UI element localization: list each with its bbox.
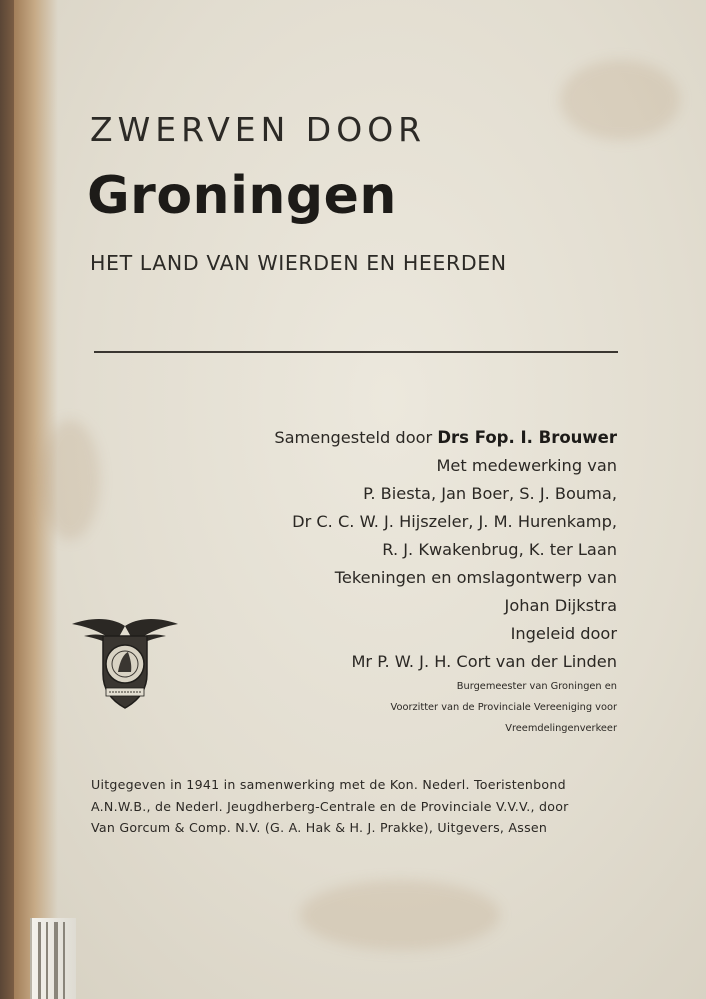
- imprint-line: Van Gorcum & Comp. N.V. (G. A. Hak & H. J. Prakke), Uitgevers, Assen: [91, 820, 548, 835]
- credit-line: R. J. Kwakenbrug, K. ter Laan: [382, 540, 617, 559]
- spine-edge: [0, 0, 14, 999]
- credit-line: P. Biesta, Jan Boer, S. J. Bouma,: [363, 484, 617, 503]
- credit-line: Ingeleid door: [510, 624, 617, 643]
- paper-stain: [40, 420, 100, 540]
- credit-line: Johan Dijkstra: [504, 596, 617, 615]
- credit-line: Tekeningen en omslagontwerp van: [334, 568, 617, 587]
- library-barcode-label: [30, 918, 76, 999]
- imprint-line: A.N.W.B., de Nederl. Jeugdherberg-Centrale en de Provinciale V.V.V., door: [91, 798, 569, 814]
- credit-small-line: Vreemdelingenverkeer: [505, 723, 617, 734]
- compiled-prefix: Samengesteld door: [274, 428, 433, 447]
- credit-small-line: Voorzitter van de Provinciale Vereeniging voor: [390, 702, 617, 713]
- credit-small-line: Burgemeester van Groningen en: [456, 681, 617, 692]
- compiled-author: Drs Fop. I. Brouwer: [437, 428, 617, 447]
- credit-line: Dr C. C. W. J. Hijszeler, J. M. Hurenkamp,: [292, 512, 617, 531]
- divider-rule: [94, 351, 618, 353]
- title-main: Groningen: [87, 166, 397, 226]
- title-top: ZWERVEN DOOR: [90, 110, 427, 149]
- credits-block: [274, 424, 617, 739]
- anwb-winged-emblem-icon: [70, 612, 180, 712]
- paper-stain: [300, 880, 500, 950]
- credit-line: Met medewerking van: [436, 456, 617, 475]
- compiled-by-line: [274, 424, 617, 452]
- credit-line: Mr P. W. J. H. Cort van der Linden: [351, 652, 617, 671]
- subtitle: HET LAND VAN WIERDEN EN HEERDEN: [90, 251, 507, 275]
- imprint-line: Uitgegeven in 1941 in samenwerking met de Kon. Nederl. Toeristenbond: [91, 777, 566, 792]
- paper-stain: [560, 60, 680, 140]
- imprint-block: [91, 774, 603, 839]
